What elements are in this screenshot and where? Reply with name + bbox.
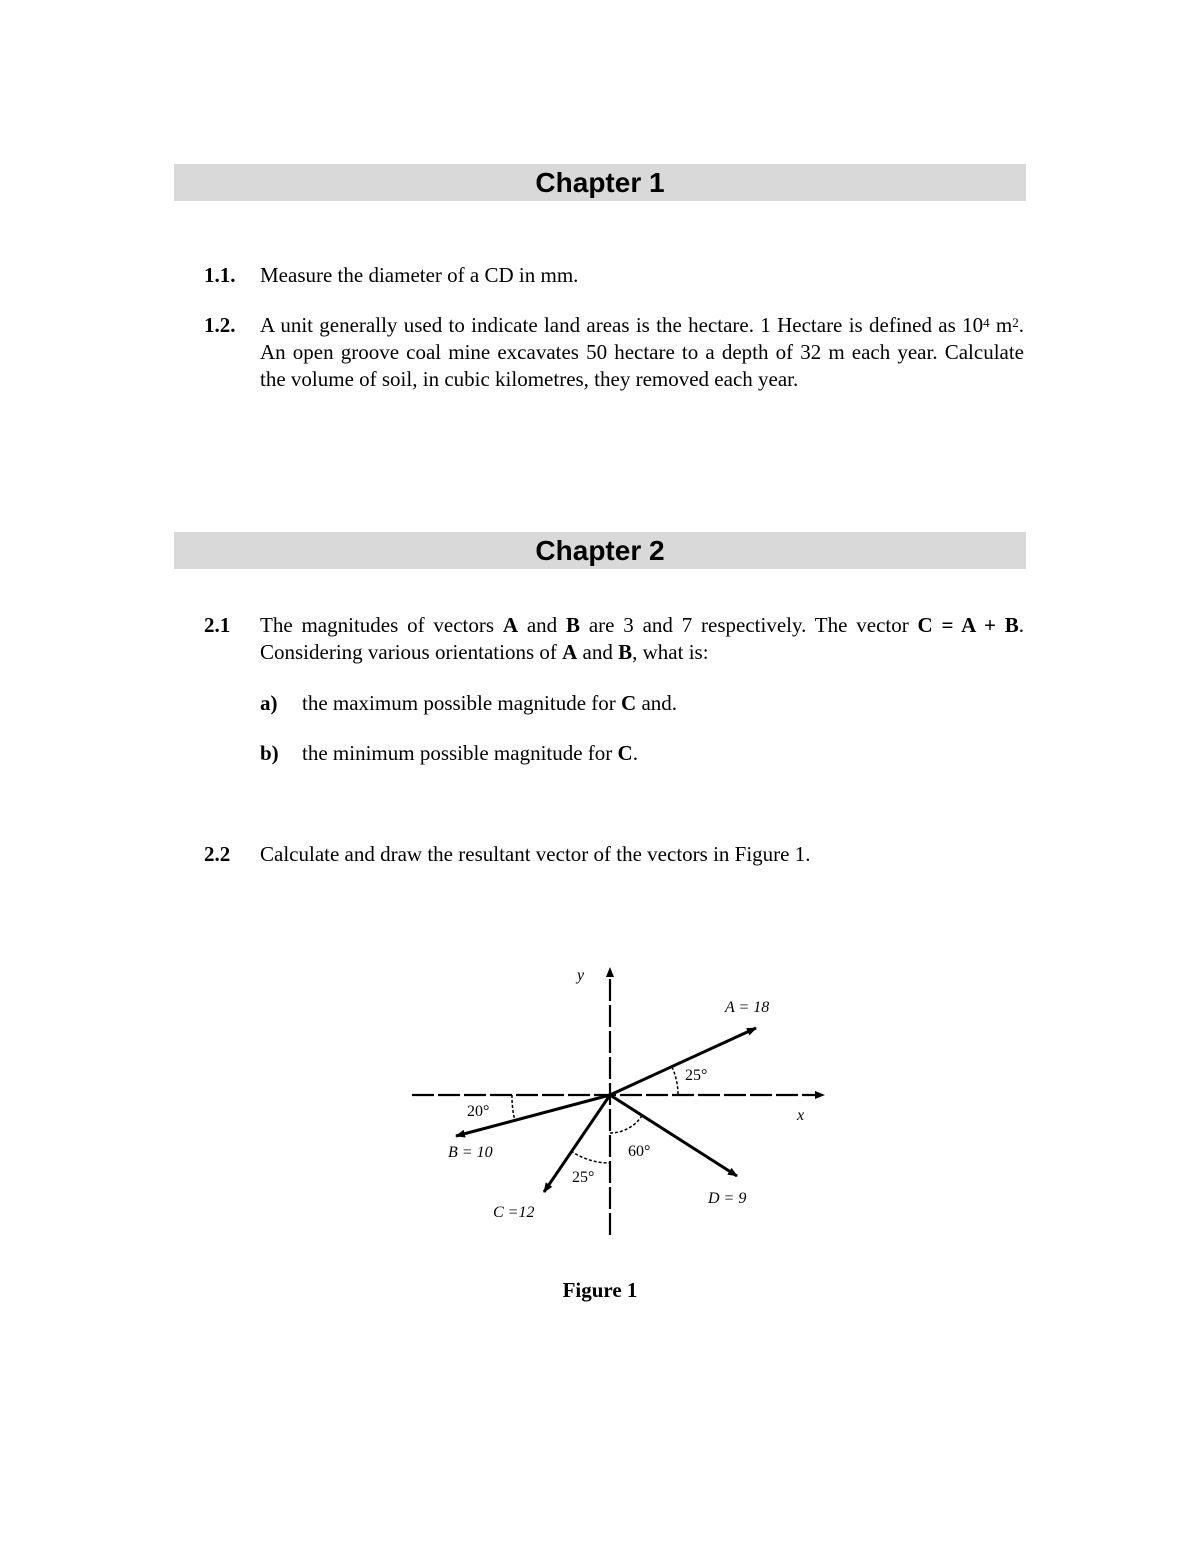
question-text: Measure the diameter of a CD in mm. xyxy=(260,263,579,287)
x-axis-label: x xyxy=(797,1107,805,1124)
x-axis-arrow-icon xyxy=(815,1091,825,1099)
question-1-2 xyxy=(204,312,1024,393)
vector-label-a: A = 18 xyxy=(725,999,770,1016)
y-axis-label: y xyxy=(577,967,585,984)
angle-label-a: 25° xyxy=(685,1067,708,1084)
sub-text: the minimum possible magnitude for C. xyxy=(302,741,638,765)
question-text: A unit generally used to indicate land areas is the hectare. 1 Hectare is defined as $10^4$ $m^2$. An open groove coal mine excavates 50 hectare to a depth of 32 m each year. Calculate the volume of soil, in cubic kilometres, they removed each year. xyxy=(260,313,1024,391)
vector-label-d: D = 9 xyxy=(708,1190,747,1207)
sub-text: the maximum possible magnitude for C and. xyxy=(302,691,678,715)
vector-label-c: C =12 xyxy=(493,1204,535,1221)
question-2-1 xyxy=(204,612,1024,666)
question-2-1-b xyxy=(260,740,1020,767)
question-number: 1.2. xyxy=(204,313,236,337)
question-1-1 xyxy=(204,262,1024,289)
question-text: Calculate and draw the resultant vector of the vectors in Figure 1. xyxy=(260,842,811,866)
sub-label: a) xyxy=(260,691,278,715)
sub-label: b) xyxy=(260,741,279,765)
chapter-2-heading: Chapter 2 xyxy=(174,532,1026,569)
vector-d xyxy=(610,1095,737,1176)
angle-label-d: 60° xyxy=(628,1143,651,1160)
vector-figure xyxy=(400,955,830,1245)
angle-label-b: 20° xyxy=(467,1103,490,1120)
angle-arc-d xyxy=(610,1114,643,1133)
y-axis-arrow-icon xyxy=(606,967,614,977)
angle-label-c: 25° xyxy=(572,1169,595,1186)
chapter-1-heading: Chapter 1 xyxy=(174,164,1026,201)
question-number: 1.1. xyxy=(204,263,236,287)
vector-a xyxy=(610,1028,756,1095)
figure-caption: Figure 1 xyxy=(562,1278,638,1302)
angle-arc-b xyxy=(512,1095,515,1121)
angle-arc-c xyxy=(571,1151,610,1163)
question-number: 2.2 xyxy=(204,842,231,866)
question-text: The magnitudes of vectors A and B are 3 and 7 respectively. The vector C = A + B. Considering various orientations of A and B, what is: xyxy=(260,613,1024,664)
question-2-1-a xyxy=(260,690,1020,717)
question-number: 2.1 xyxy=(204,613,231,637)
question-2-2 xyxy=(204,841,1024,868)
angle-arc-a xyxy=(672,1067,678,1095)
vector-label-b: B = 10 xyxy=(448,1144,493,1161)
